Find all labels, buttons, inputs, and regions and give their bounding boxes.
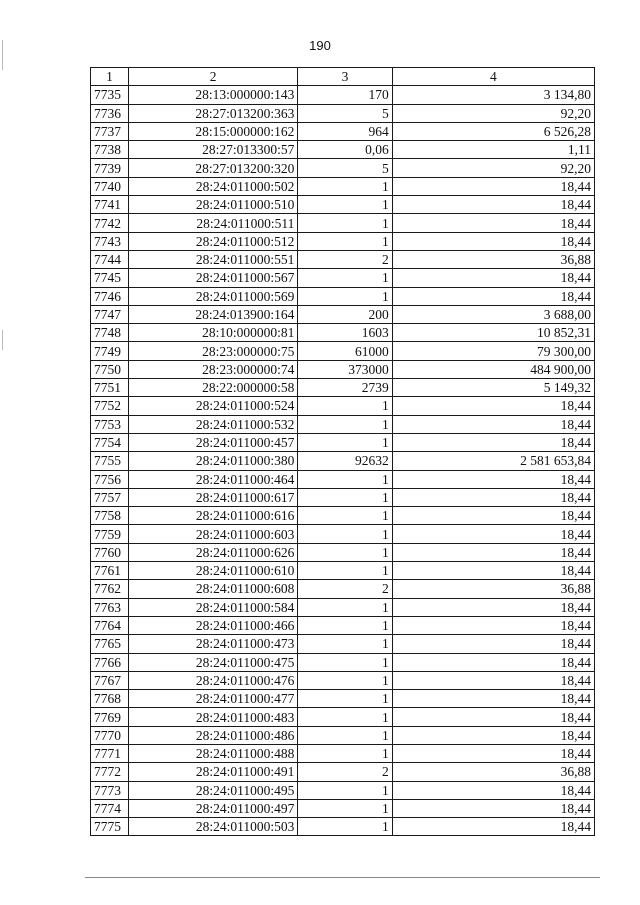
table-row [91, 525, 595, 543]
cell-cadastral-number: 28:24:011000:475 [128, 653, 297, 671]
cell-cadastral-number: 28:24:011000:491 [128, 763, 297, 781]
cell-quantity: 1 [298, 232, 392, 250]
cell-quantity: 1 [298, 799, 392, 817]
cell-quantity: 5 [298, 104, 392, 122]
cell-number: 7746 [91, 287, 129, 305]
table-row [91, 433, 595, 451]
cell-cadastral-number: 28:24:011000:457 [128, 433, 297, 451]
cell-quantity: 1 [298, 525, 392, 543]
table-row [91, 488, 595, 506]
cell-amount: 18,44 [392, 726, 594, 744]
cell-amount: 18,44 [392, 470, 594, 488]
cell-quantity: 1 [298, 397, 392, 415]
table-row [91, 360, 595, 378]
cell-cadastral-number: 28:24:011000:567 [128, 269, 297, 287]
cell-amount: 36,88 [392, 763, 594, 781]
cell-cadastral-number: 28:22:000000:58 [128, 379, 297, 397]
cell-number: 7766 [91, 653, 129, 671]
table-row [91, 196, 595, 214]
table-row [91, 799, 595, 817]
cell-quantity: 1 [298, 781, 392, 799]
table-row [91, 122, 595, 140]
cell-amount: 18,44 [392, 433, 594, 451]
cell-number: 7740 [91, 177, 129, 195]
table-row [91, 415, 595, 433]
table-row [91, 543, 595, 561]
cell-quantity: 1 [298, 616, 392, 634]
cell-cadastral-number: 28:13:000000:143 [128, 86, 297, 104]
cell-number: 7768 [91, 690, 129, 708]
cell-quantity: 0,06 [298, 141, 392, 159]
cell-cadastral-number: 28:24:011000:569 [128, 287, 297, 305]
cell-quantity: 1 [298, 653, 392, 671]
table-row [91, 86, 595, 104]
cell-amount: 18,44 [392, 269, 594, 287]
cell-number: 7756 [91, 470, 129, 488]
cell-amount: 18,44 [392, 507, 594, 525]
cell-quantity: 1 [298, 177, 392, 195]
cell-cadastral-number: 28:24:011000:626 [128, 543, 297, 561]
cell-amount: 18,44 [392, 781, 594, 799]
cell-number: 7763 [91, 598, 129, 616]
table-row [91, 763, 595, 781]
cell-number: 7761 [91, 562, 129, 580]
cell-amount: 5 149,32 [392, 379, 594, 397]
table-row [91, 141, 595, 159]
cell-amount: 18,44 [392, 598, 594, 616]
cell-number: 7774 [91, 799, 129, 817]
cell-number: 7775 [91, 818, 129, 836]
cell-quantity: 964 [298, 122, 392, 140]
cell-cadastral-number: 28:24:011000:380 [128, 452, 297, 470]
cell-number: 7755 [91, 452, 129, 470]
cell-quantity: 92632 [298, 452, 392, 470]
cell-number: 7737 [91, 122, 129, 140]
cell-quantity: 170 [298, 86, 392, 104]
cell-number: 7762 [91, 580, 129, 598]
cell-number: 7773 [91, 781, 129, 799]
cell-quantity: 1 [298, 287, 392, 305]
cell-amount: 18,44 [392, 744, 594, 762]
table-row [91, 635, 595, 653]
cell-number: 7751 [91, 379, 129, 397]
margin-mark [2, 330, 3, 350]
cell-number: 7758 [91, 507, 129, 525]
cell-amount: 18,44 [392, 525, 594, 543]
cell-quantity: 61000 [298, 342, 392, 360]
table-row [91, 616, 595, 634]
cell-cadastral-number: 28:24:011000:532 [128, 415, 297, 433]
cell-cadastral-number: 28:24:011000:476 [128, 671, 297, 689]
table-row [91, 726, 595, 744]
cell-quantity: 1 [298, 708, 392, 726]
cell-cadastral-number: 28:24:011000:477 [128, 690, 297, 708]
cell-cadastral-number: 28:24:011000:483 [128, 708, 297, 726]
cell-quantity: 1 [298, 543, 392, 561]
cell-quantity: 2 [298, 250, 392, 268]
cell-cadastral-number: 28:24:011000:584 [128, 598, 297, 616]
cell-cadastral-number: 28:24:011000:486 [128, 726, 297, 744]
cell-amount: 18,44 [392, 671, 594, 689]
page-number: 190 [309, 38, 331, 53]
cell-quantity: 1 [298, 671, 392, 689]
cell-number: 7765 [91, 635, 129, 653]
table-row [91, 452, 595, 470]
cell-cadastral-number: 28:24:011000:511 [128, 214, 297, 232]
cell-cadastral-number: 28:24:011000:488 [128, 744, 297, 762]
cell-amount: 18,44 [392, 177, 594, 195]
cell-quantity: 373000 [298, 360, 392, 378]
cell-cadastral-number: 28:24:011000:502 [128, 177, 297, 195]
cell-cadastral-number: 28:27:013200:320 [128, 159, 297, 177]
cell-quantity: 1 [298, 269, 392, 287]
cell-quantity: 1 [298, 690, 392, 708]
cell-quantity: 1 [298, 598, 392, 616]
cell-cadastral-number: 28:24:011000:473 [128, 635, 297, 653]
cell-amount: 36,88 [392, 250, 594, 268]
cell-number: 7767 [91, 671, 129, 689]
table-row [91, 562, 595, 580]
cell-cadastral-number: 28:24:011000:464 [128, 470, 297, 488]
cell-cadastral-number: 28:23:000000:75 [128, 342, 297, 360]
cell-cadastral-number: 28:27:013200:363 [128, 104, 297, 122]
cell-quantity: 200 [298, 305, 392, 323]
cell-cadastral-number: 28:24:011000:524 [128, 397, 297, 415]
cell-number: 7753 [91, 415, 129, 433]
cell-amount: 18,44 [392, 543, 594, 561]
column-header-2: 2 [128, 68, 297, 86]
cell-amount: 3 134,80 [392, 86, 594, 104]
cell-number: 7741 [91, 196, 129, 214]
cell-number: 7772 [91, 763, 129, 781]
cell-number: 7769 [91, 708, 129, 726]
cell-number: 7764 [91, 616, 129, 634]
cell-number: 7749 [91, 342, 129, 360]
cell-number: 7743 [91, 232, 129, 250]
cell-amount: 18,44 [392, 287, 594, 305]
cell-number: 7748 [91, 324, 129, 342]
cell-cadastral-number: 28:10:000000:81 [128, 324, 297, 342]
cell-quantity: 2 [298, 763, 392, 781]
table-row [91, 781, 595, 799]
table-row [91, 470, 595, 488]
cell-quantity: 1 [298, 196, 392, 214]
cell-amount: 18,44 [392, 232, 594, 250]
cell-cadastral-number: 28:24:011000:466 [128, 616, 297, 634]
cell-quantity: 1603 [298, 324, 392, 342]
cell-quantity: 5 [298, 159, 392, 177]
table-row [91, 818, 595, 836]
cell-quantity: 1 [298, 415, 392, 433]
cell-cadastral-number: 28:24:011000:603 [128, 525, 297, 543]
cell-quantity: 2 [298, 580, 392, 598]
cell-number: 7735 [91, 86, 129, 104]
table-row [91, 214, 595, 232]
cell-cadastral-number: 28:23:000000:74 [128, 360, 297, 378]
cell-quantity: 1 [298, 818, 392, 836]
cell-cadastral-number: 28:24:011000:608 [128, 580, 297, 598]
cell-number: 7742 [91, 214, 129, 232]
cell-cadastral-number: 28:24:011000:510 [128, 196, 297, 214]
cell-number: 7760 [91, 543, 129, 561]
cell-amount: 2 581 653,84 [392, 452, 594, 470]
cell-number: 7759 [91, 525, 129, 543]
cell-quantity: 1 [298, 433, 392, 451]
cell-quantity: 2739 [298, 379, 392, 397]
table-row [91, 324, 595, 342]
cell-amount: 484 900,00 [392, 360, 594, 378]
cell-amount: 18,44 [392, 635, 594, 653]
table-row [91, 104, 595, 122]
cell-amount: 92,20 [392, 159, 594, 177]
cell-amount: 18,44 [392, 562, 594, 580]
cell-amount: 18,44 [392, 708, 594, 726]
cell-amount: 1,11 [392, 141, 594, 159]
cell-amount: 10 852,31 [392, 324, 594, 342]
bottom-rule [85, 877, 600, 878]
cell-amount: 79 300,00 [392, 342, 594, 360]
table-row [91, 598, 595, 616]
cell-cadastral-number: 28:24:011000:497 [128, 799, 297, 817]
cell-cadastral-number: 28:24:011000:495 [128, 781, 297, 799]
cell-number: 7770 [91, 726, 129, 744]
table-row [91, 232, 595, 250]
cell-quantity: 1 [298, 214, 392, 232]
table-row [91, 250, 595, 268]
column-header-4: 4 [392, 68, 594, 86]
table-row [91, 379, 595, 397]
table-row [91, 342, 595, 360]
cell-amount: 18,44 [392, 616, 594, 634]
cell-number: 7757 [91, 488, 129, 506]
cell-cadastral-number: 28:24:011000:616 [128, 507, 297, 525]
table-body [91, 86, 595, 836]
cell-quantity: 1 [298, 562, 392, 580]
cell-amount: 18,44 [392, 415, 594, 433]
table-row [91, 177, 595, 195]
table-row [91, 744, 595, 762]
cell-number: 7744 [91, 250, 129, 268]
table-row [91, 708, 595, 726]
table-row [91, 305, 595, 323]
column-header-3: 3 [298, 68, 392, 86]
cell-amount: 18,44 [392, 488, 594, 506]
cell-quantity: 1 [298, 635, 392, 653]
cell-number: 7747 [91, 305, 129, 323]
cell-number: 7771 [91, 744, 129, 762]
table-row [91, 269, 595, 287]
cell-cadastral-number: 28:27:013300:57 [128, 141, 297, 159]
table-row [91, 507, 595, 525]
cell-quantity: 1 [298, 470, 392, 488]
table-row [91, 653, 595, 671]
cell-quantity: 1 [298, 744, 392, 762]
table-row [91, 671, 595, 689]
cell-amount: 3 688,00 [392, 305, 594, 323]
cell-number: 7745 [91, 269, 129, 287]
cell-cadastral-number: 28:24:011000:617 [128, 488, 297, 506]
cell-number: 7754 [91, 433, 129, 451]
cell-cadastral-number: 28:24:011000:503 [128, 818, 297, 836]
header-row [91, 68, 595, 86]
cell-quantity: 1 [298, 507, 392, 525]
cell-amount: 92,20 [392, 104, 594, 122]
cell-amount: 18,44 [392, 196, 594, 214]
cell-quantity: 1 [298, 726, 392, 744]
column-header-1: 1 [91, 68, 129, 86]
cell-cadastral-number: 28:15:000000:162 [128, 122, 297, 140]
cell-amount: 18,44 [392, 214, 594, 232]
cell-number: 7739 [91, 159, 129, 177]
cell-amount: 18,44 [392, 690, 594, 708]
margin-mark [2, 40, 3, 70]
cell-number: 7738 [91, 141, 129, 159]
cell-amount: 18,44 [392, 397, 594, 415]
cell-amount: 18,44 [392, 653, 594, 671]
cell-number: 7752 [91, 397, 129, 415]
table-row [91, 159, 595, 177]
cell-number: 7750 [91, 360, 129, 378]
table-row [91, 580, 595, 598]
cell-cadastral-number: 28:24:013900:164 [128, 305, 297, 323]
cell-amount: 36,88 [392, 580, 594, 598]
cell-number: 7736 [91, 104, 129, 122]
cell-quantity: 1 [298, 488, 392, 506]
table-row [91, 287, 595, 305]
cell-amount: 18,44 [392, 799, 594, 817]
data-table [90, 67, 595, 836]
cell-cadastral-number: 28:24:011000:610 [128, 562, 297, 580]
cell-amount: 18,44 [392, 818, 594, 836]
table-row [91, 397, 595, 415]
table-row [91, 690, 595, 708]
cell-amount: 6 526,28 [392, 122, 594, 140]
cell-cadastral-number: 28:24:011000:551 [128, 250, 297, 268]
cell-cadastral-number: 28:24:011000:512 [128, 232, 297, 250]
